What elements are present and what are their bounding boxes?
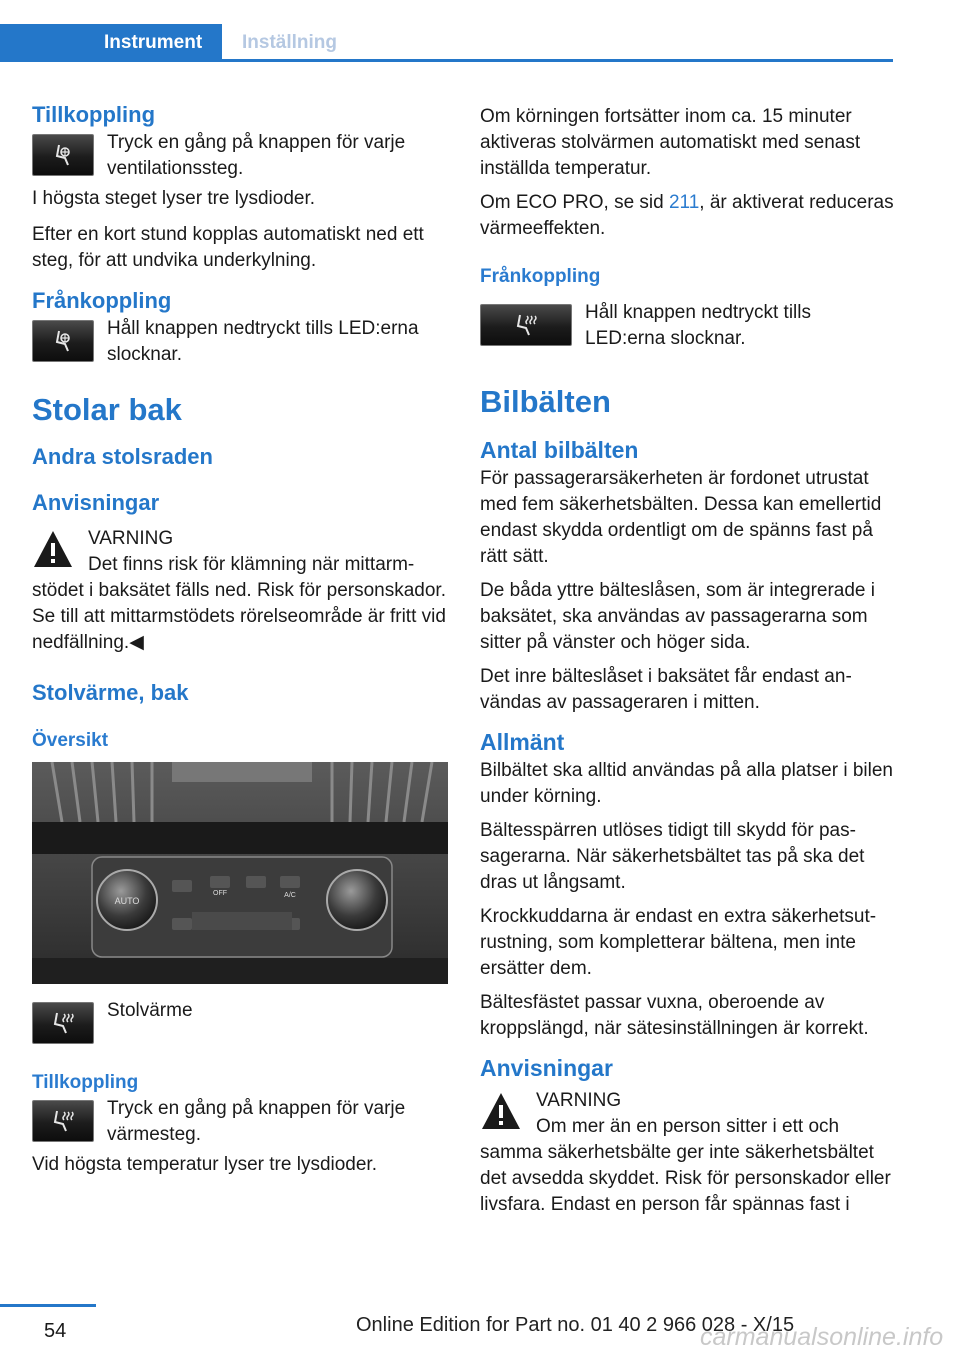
page-number: 54 (44, 1320, 67, 1342)
watermark: carmanualsonline.info (700, 1323, 944, 1351)
page-link[interactable]: 211 (668, 192, 700, 213)
paragraph: Om ECO PRO, se sid 211, är aktiverat reduceras värmeeffekten. (480, 192, 894, 239)
heading-antal-bilbalten: Antal bilbälten (480, 437, 639, 463)
heading-bilbalten: Bilbälten (480, 384, 611, 419)
stolvarme-label: Stolvärme (107, 1000, 193, 1021)
paragraph: Krockkuddarna är endast en extra säkerhetsutrustning, som kompletterar bältena, men inte ersätter dem. (480, 906, 877, 979)
heading-andra-stolsraden: Andra stolsraden (32, 444, 213, 469)
heading-stolvarme-bak: Stolvärme, bak (32, 680, 189, 705)
heading-tillkoppling: Tillkoppling (32, 102, 156, 127)
seat-ventilation-button-icon (32, 134, 94, 176)
right-column (480, 104, 896, 1226)
paragraph: Bilbältet ska alltid användas på alla platser i bilen under körning. (480, 760, 893, 807)
paragraph: Vid högsta temperatur lyser tre lysdioder. (32, 1154, 377, 1175)
paragraph: För passagerarsäkerheten är fordonet utrustat med fem säkerhetsbälten. Dessa kan emellertid endast skydda ordentligt om de spänns fast på rätt sätt. (480, 468, 882, 567)
footer-rule (0, 1304, 96, 1307)
heading-oversikt: Översikt (32, 730, 109, 751)
seat-heating-button-icon (480, 304, 572, 346)
heading-frankoppling: Frånkoppling (480, 266, 601, 287)
ventilation-off-instruction: Håll knappen nedtryckt tills LED:erna slocknar. (107, 318, 419, 365)
seat-heating-off-instruction: Håll knappen nedtryckt tills LED:erna slocknar. (585, 302, 811, 349)
seat-heating-button-icon (32, 1002, 94, 1044)
ac-label: A/C (284, 892, 296, 899)
ventilation-instruction: Tryck en gång på knappen för varje ventilationssteg. (107, 132, 406, 179)
seat-heating-off-row (480, 300, 896, 352)
seat-heating-button-icon (32, 1100, 94, 1142)
left-column (32, 100, 450, 1186)
paragraph: Det inre bälteslåset i baksätet får endast användas av passageraren i mitten. (480, 666, 852, 713)
warning-block (32, 526, 450, 656)
paragraph: Bältesfästet passar vuxna, oberoende av kroppslängd, när sätesinställningen är korrekt. (480, 992, 869, 1039)
paragraph: Efter en kort stund kopplas automatiskt ned ett steg, för att undvika underkylning. (32, 224, 424, 271)
seat-ventilation-button-icon (32, 320, 94, 362)
warning-triangle-icon (32, 528, 74, 570)
ventilation-button-row (32, 130, 450, 182)
tab-installning[interactable]: Inställning (242, 32, 337, 53)
seat-heating-row (32, 998, 450, 1044)
heading-allmant: Allmänt (480, 729, 565, 755)
warning-label: VARNING (536, 1090, 622, 1111)
paragraph: Om körningen fortsätter inom ca. 15 minuter aktiveras stolvärmen automatiskt med senast inställda temperatur. (480, 106, 861, 179)
warning-block (480, 1088, 896, 1218)
warning-triangle-icon (480, 1090, 522, 1132)
heading-frankoppling: Frånkoppling (32, 288, 172, 313)
paragraph: De båda yttre bälteslåsen, som är integrerade i baksätet, ska användas av passagerarna som sitter på vänster och höger sida. (480, 580, 875, 653)
paragraph: Bältesspärren utlöses tidigt till skydd för passagerarna. När säkerhetsbältet tas på ska det dras ut långsamt. (480, 820, 865, 893)
tab-instrument[interactable]: Instrument (0, 24, 222, 60)
heading-tillkoppling-2: Tillkoppling (32, 1072, 139, 1093)
rear-climate-control-photo (32, 762, 448, 984)
warning-text: samma säkerhetsbälte ger inte säkerhetsbältet det avsedda skyddet. Risk för personskador eller livsfara. Endast en person får spännas fast i (480, 1142, 891, 1215)
ventilation-off-row (32, 316, 450, 368)
auto-label: AUTO (114, 896, 140, 906)
warning-text-first: Det finns risk för klämning när mittarm- (88, 554, 415, 575)
seat-heating-on-row (32, 1096, 450, 1148)
heading-anvisningar: Anvisningar (480, 1055, 613, 1081)
warning-text-first: Om mer än en person sitter i ett och (536, 1116, 840, 1137)
heading-stolar-bak: Stolar bak (32, 392, 182, 427)
edition-text: Online Edition for Part no. 01 40 2 966 028 - X/15 (356, 1314, 795, 1336)
warning-text: stödet i baksätet fälls ned. Risk för personskador. Se till att mittarmstödets rörelseområde är fritt vid nedfällning.◀ (32, 580, 446, 653)
off-label: OFF (213, 890, 227, 897)
paragraph: I högsta steget lyser tre lysdioder. (32, 188, 316, 209)
seat-heating-on-instruction: Tryck en gång på knappen för varje värmesteg. (107, 1098, 406, 1145)
warning-label: VARNING (88, 528, 174, 549)
heading-anvisningar: Anvisningar (32, 490, 160, 515)
chapter-tab-bar (0, 24, 893, 62)
